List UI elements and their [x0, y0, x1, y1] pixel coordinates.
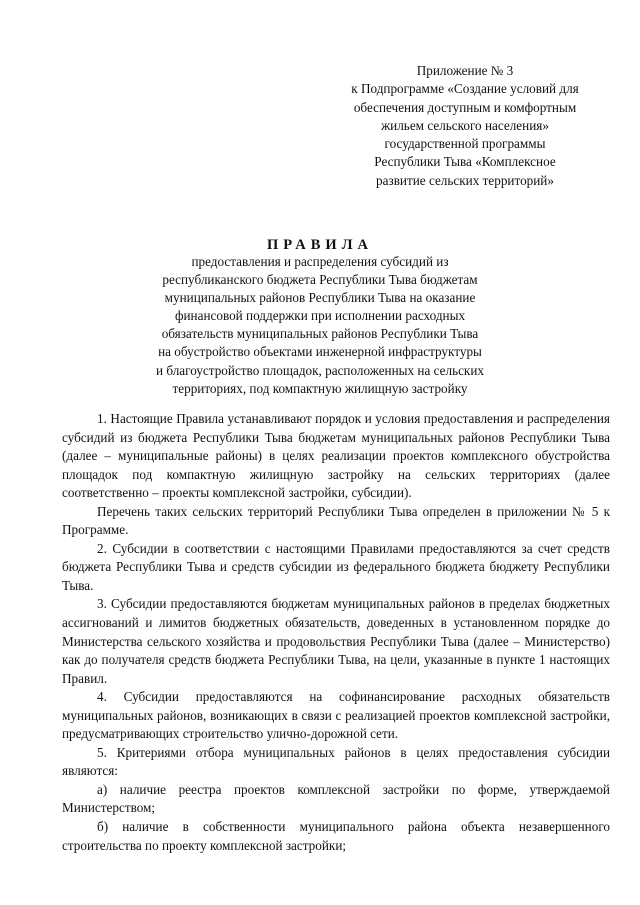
paragraph-5a: а) наличие реестра проектов комплексной застройки по форме, утверждаемой Министерством;	[62, 781, 610, 816]
document-title: ПРАВИЛА	[267, 237, 373, 253]
appendix-line: к Подпрограмме «Создание условий для	[351, 81, 579, 97]
appendix-line: Республики Тыва «Комплексное	[374, 154, 556, 170]
subtitle-line: обязательств муниципальных районов Республики Тыва	[161, 326, 479, 342]
paragraph-5b: б) наличие в собственности муниципального района объекта незавершенного строительства по проекту комплексной застройки;	[62, 819, 610, 853]
appendix-line: Приложение № 3	[416, 63, 514, 78]
appendix-line: обеспечения доступным и комфортным	[353, 99, 577, 115]
subtitle-line: республиканского бюджета Республики Тыва бюджетам	[162, 272, 478, 288]
document-subtitle	[90, 253, 550, 398]
paragraph-3: 3. Субсидии предоставляются бюджетам муниципальных районов в пределах бюджетных ассигнований и лимитов бюджетных обязательств, доведенных в установленном порядке до Министерства сельского хозяйства и продовольствия Республики Тыва (далее – Министерство) как до получателя средств бюджета Республики Тыва, на цели, указанные в пункте 1 настоящих Правил.	[62, 596, 610, 686]
subtitle-line: предоставления и распределения субсидий из	[191, 254, 449, 269]
appendix-line: государственной программы	[384, 136, 546, 152]
paragraph-list-note: Перечень таких сельских территорий Республики Тыва определен в приложении № 5 к Программе.	[62, 503, 610, 538]
subtitle-line: территориях, под компактную жилищную застройку	[172, 380, 468, 396]
paragraph-1: 1. Настоящие Правила устанавливают порядок и условия предоставления и распределения субсидий из бюджета Республики Тыва бюджетам муниципальных районов Республики Тыва (далее – муниципальные районы) в целях реализации проектов комплексного обустройства площадок под компактную жилищную застройку на сельских территориях (далее соответственно – проекты комплексной застройки, субсидии).	[62, 411, 610, 501]
subtitle-line: и благоустройство площадок, расположенных на сельских	[155, 362, 484, 378]
paragraph-2: 2. Субсидии в соответствии с настоящими Правилами предоставляются за счет средств бюджета Республики Тыва и средств субсидии из федерального бюджета бюджету Республики Тыва.	[62, 540, 610, 593]
appendix-block	[330, 62, 600, 190]
paragraph-4: 4. Субсидии предоставляются на софинансирование расходных обязательств муниципальных районов, возникающих в связи с реализацией проектов комплексной застройки, предусматривающих строительство улично-дорожной сети.	[62, 689, 610, 742]
subtitle-line: муниципальных районов Республики Тыва на оказание	[164, 290, 476, 306]
paragraph-5: 5. Критериями отбора муниципальных районов в целях предоставления субсидии являются:	[62, 744, 610, 779]
appendix-line: развитие сельских территорий»	[376, 172, 554, 188]
document-body	[62, 410, 610, 855]
subtitle-line: финансовой поддержки при исполнении расходных	[174, 308, 466, 324]
subtitle-line: на обустройство объектами инженерной инфраструктуры	[158, 344, 482, 360]
appendix-line: жильем сельского населения»	[381, 117, 549, 133]
